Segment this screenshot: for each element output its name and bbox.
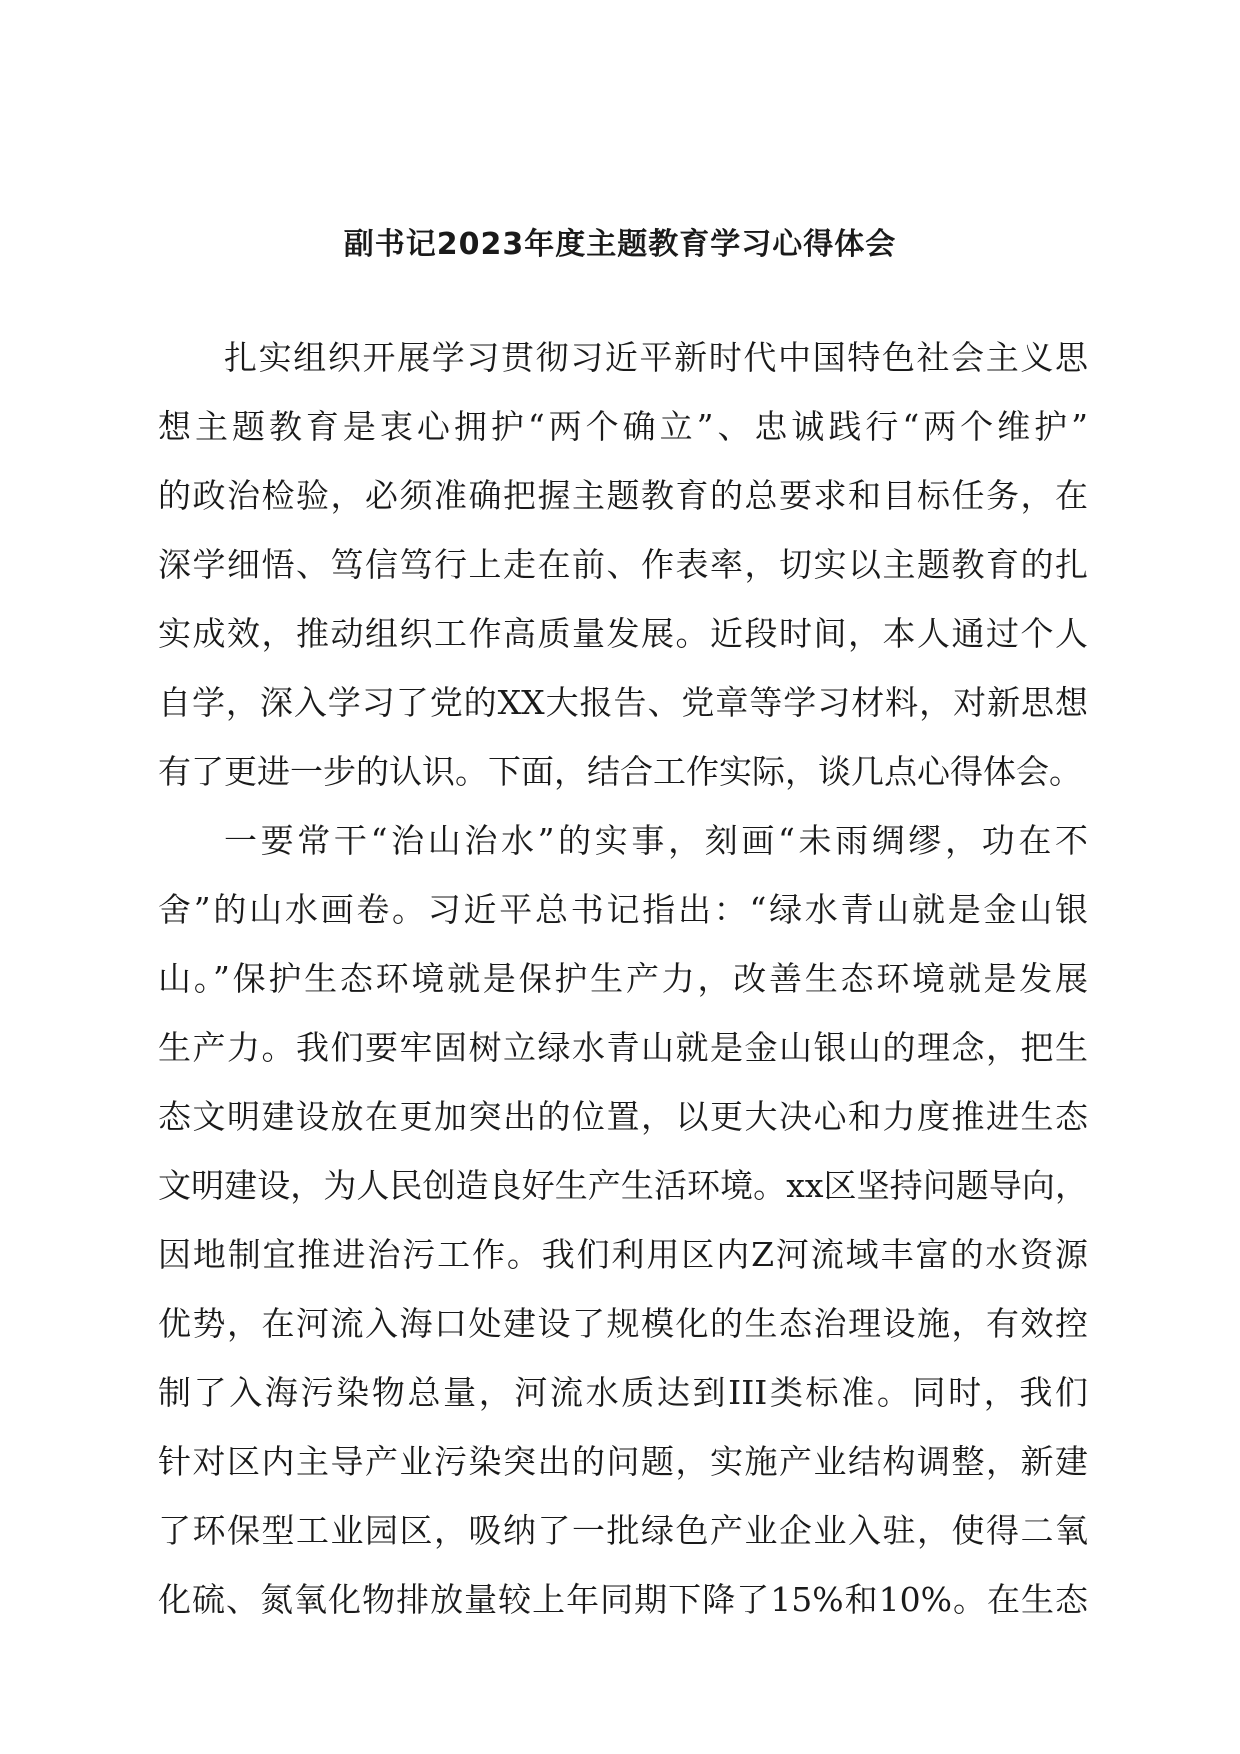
paragraph-2-line-11: 了环保型工业园区，吸纳了一批绿色产业企业入驻，使得二氧 [158,1511,1088,1550]
document-title: 副书记2023年度主题教育学习心得体会 [343,227,897,262]
paragraph-1-line-1: 扎实组织开展学习贯彻习近平新时代中国特色社会主义思 [224,338,1088,377]
paragraph-2-line-7: 因地制宜推进治污工作。我们利用区内Z河流域丰富的水资源 [158,1235,1088,1274]
paragraph-2-line-4: 生产力。我们要牢固树立绿水青山就是金山银山的理念，把生 [158,1028,1088,1067]
paragraph-2-line-2: 舍”的山水画卷。习近平总书记指出：“绿水青山就是金山银 [158,890,1088,929]
paragraph-2-line-9: 制了入海污染物总量，河流水质达到III类标准。同时，我们 [158,1373,1088,1412]
paragraph-2-line-3: 山。”保护生态环境就是保护生产力，改善生态环境就是发展 [158,959,1088,998]
paragraph-1-line-6: 自学，深入学习了党的XX大报告、党章等学习材料，对新思想 [158,683,1088,722]
paragraph-2-line-5: 态文明建设放在更加突出的位置，以更大决心和力度推进生态 [158,1097,1088,1136]
paragraph-1-line-5: 实成效，推动组织工作高质量发展。近段时间，本人通过个人 [158,614,1088,653]
paragraph-1-line-7: 有了更进一步的认识。下面，结合工作实际，谈几点心得体会。 [158,752,1082,791]
paragraph-2-line-1: 一要常干“治山治水”的实事，刻画“未雨绸缪，功在不 [224,821,1088,860]
paragraph-2-line-10: 针对区内主导产业污染突出的问题，实施产业结构调整，新建 [158,1442,1088,1481]
paragraph-1-line-4: 深学细悟、笃信笃行上走在前、作表率，切实以主题教育的扎 [158,545,1088,584]
document-body [158,323,1088,1634]
paragraph-2-line-12: 化硫、氮氧化物排放量较上年同期下降了15%和10%。在生态 [158,1580,1088,1619]
paragraph-2-line-8: 优势，在河流入海口处建设了规模化的生态治理设施，有效控 [158,1304,1088,1343]
paragraph-1-line-2: 想主题教育是衷心拥护“两个确立”、忠诚践行“两个维护” [158,407,1088,446]
paragraph-2-line-6: 文明建设，为人民创造良好生产生活环境。xx区坚持问题导向， [158,1166,1088,1205]
paragraph-1-line-3: 的政治检验，必须准确把握主题教育的总要求和目标任务，在 [158,476,1088,515]
